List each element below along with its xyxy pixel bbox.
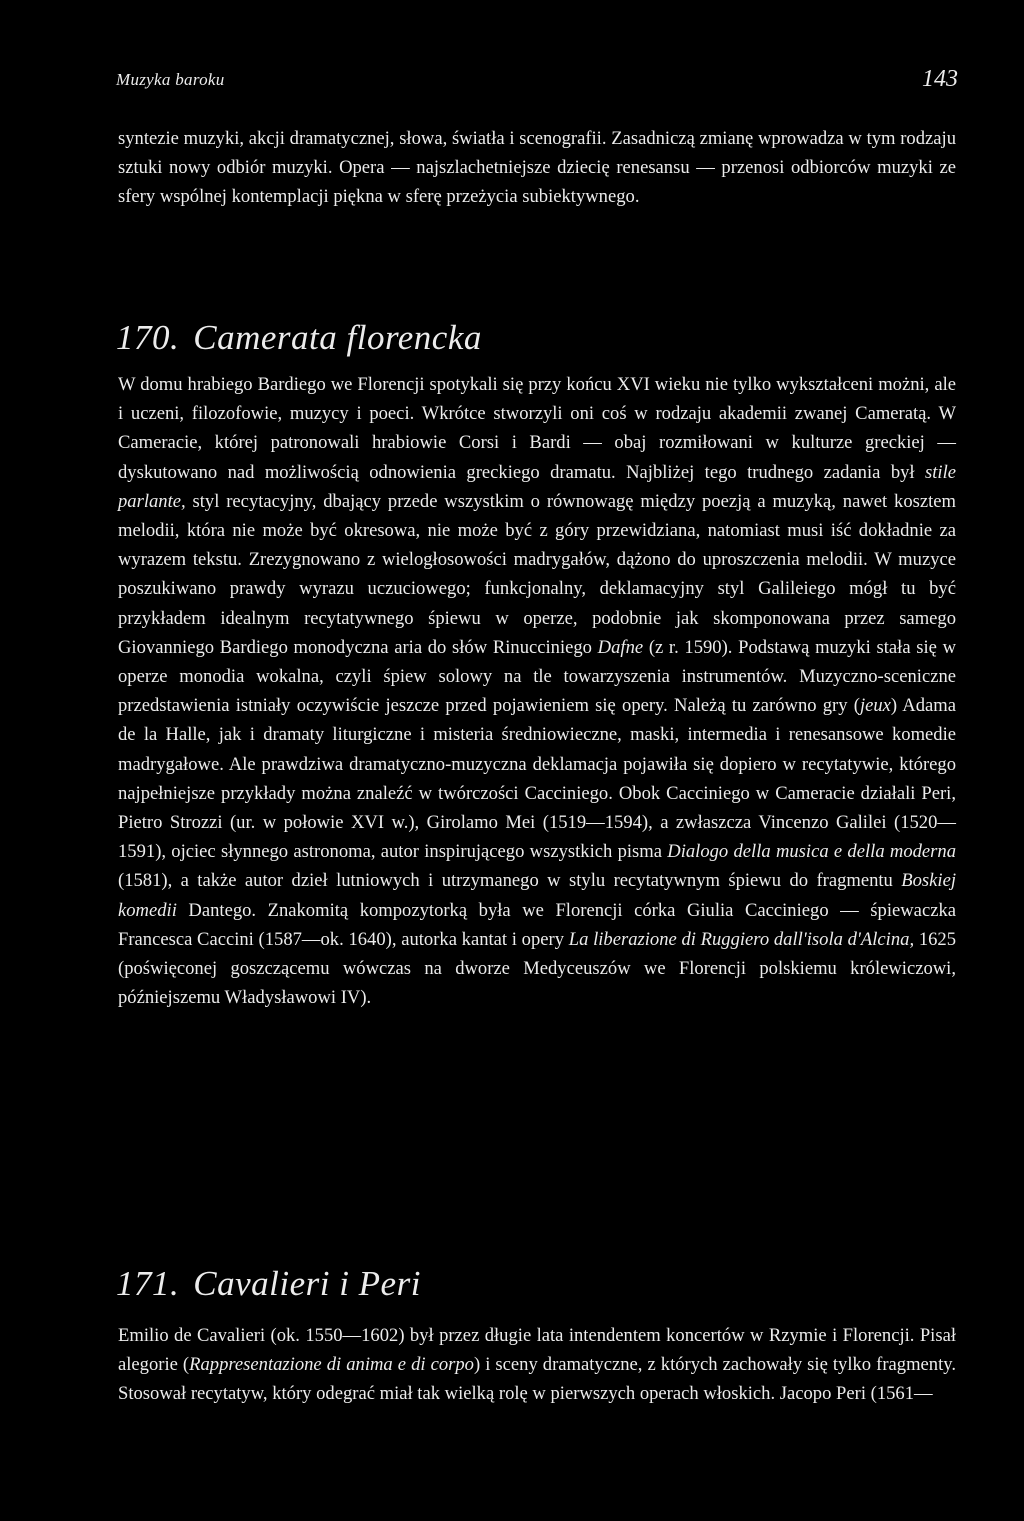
italic-title-la-liberazione: La liberazione di Ruggiero dall'isola d'Alcina, <box>568 928 915 950</box>
body-text-segment: 1625 (poświęconej goszczącemu wówczas na dworze Medyceuszów we Florencji polskiemu królewiczowi, późniejszemu Władysławowi IV). <box>118 928 957 1009</box>
italic-term-stile-parlante: stile parlante, <box>118 461 956 512</box>
section-170-heading <box>116 318 482 358</box>
body-text-segment: Emilio de Cavalieri (ok. 1550—1602) był przez długie lata intendentem koncertów w Rzymie i Florencji. Pisał alegorie ( <box>118 1325 956 1376</box>
section-170-body <box>118 370 956 1012</box>
italic-title-boskiej-komedii: Boskiej komedii <box>118 870 957 921</box>
body-text-segment: ) i sceny dramatyczne, z których zachowały się tylko fragmenty. Stosował recytatyw, który odegrać miał tak wielką rolę w pierwszych operach włoskich. Jacopo Peri (1561— <box>118 1354 957 1405</box>
body-text-segment: (1581), a także autor dzieł lutniowych i utrzymanego w stylu recytatywnym śpiewu do fragmentu <box>118 870 893 892</box>
intro-paragraph <box>118 124 956 212</box>
section-170-title: Camerata florencka <box>193 318 482 357</box>
italic-term-jeux: jeux <box>859 695 891 717</box>
body-text-segment: (z r. 1590). Podstawą muzyki stała się w operze monodia wokalna, czyli śpiew solowy na tle towarzyszenia instrumentów. Muzyczno-sceniczne przedstawienia istniały oczywiście jeszcze przed pojawieniem się opery. Należą tu zarówno gry ( <box>118 636 957 717</box>
section-170-paragraph <box>118 370 956 1012</box>
section-171-paragraph <box>118 1321 956 1409</box>
section-171-body <box>118 1321 956 1409</box>
italic-title-dafne: Dafne <box>597 636 644 658</box>
body-text-segment: Dantego. Znakomitą kompozytorką była we Florencji córka Giulia Cacciniego — śpiewaczka Francesca Caccini (1587—ok. 1640), autorka kantat i opery <box>118 899 956 950</box>
body-text-segment: styl recytacyjny, dbający przede wszystkim o równowagę między poezją a muzyką, nawet kosztem melodii, która nie może być okresowa, nie może być z góry przewidziana, natomiast musi iść dokładnie za wyrazem tekstu. Zrezygnowano z wielogłosowości madrygałów, dążono do uproszczenia melodii. W muzyce poszukiwano prawdy wyrazu uczuciowego; funkcjonalny, deklamacyjny styl Galileiego mógł tu być przykładem idealnym recytatywnego śpiewu w operze, podobnie jak skomponowana przez samego Giovanniego Bardiego monodyczna aria do słów Rinucciniego <box>118 490 956 658</box>
section-170-number: 170. <box>116 318 180 357</box>
running-head <box>116 66 958 96</box>
section-171-title: Cavalieri i Peri <box>193 1264 421 1303</box>
intro-text: syntezie muzyki, akcji dramatycznej, słowa, światła i scenografii. Zasadniczą zmianę wprowadza w tym rodzaju sztuki nowy odbiór muzyki. Opera — najszlachetniejsze dziecię renesansu — przenosi odbiorców muzyki ze sfery wspólnej kontemplacji piękna w sferę przeżycia subiektywnego. <box>118 128 956 208</box>
running-head-title: Muzyka baroku <box>116 70 225 89</box>
section-171-number: 171. <box>116 1264 180 1303</box>
body-text-segment: ) Adama de la Halle, jak i dramaty liturgiczne i misteria średniowieczne, maski, intermedia i renesansowe komedie madrygałowe. Ale prawdziwa dramatyczno-muzyczna deklamacja pojawiła się dopiero w recytatywie, którego najpełniejsze przykłady można znaleźć w twórczości Cacciniego. Obok Cacciniego w Cameracie działali Peri, Pietro Strozzi (ur. w połowie XVI w.), Girolamo Mei (1519—1594), a zwłaszcza Vincenzo Galilei (1520—1591), ojciec słynnego astronoma, autor inspirującego wszystkich pisma <box>118 695 956 863</box>
italic-title-dialogo: Dialogo della musica e della moderna <box>667 841 956 863</box>
italic-title-rappresentazione: Rappresentazione di anima e di corpo <box>189 1354 474 1376</box>
page-number: 143 <box>922 66 958 92</box>
section-171-heading <box>116 1264 421 1304</box>
body-text-segment: W domu hrabiego Bardiego we Florencji spotykali się przy końcu XVI wieku nie tylko wykształceni możni, ale i uczeni, filozofowie, muzycy i poeci. Wkrótce stworzyli oni coś w rodzaju akademii zwanej Cameratą. W Cameracie, której patronowali hrabiowie Corsi i Bardi — obaj rozmiłowani w kulturze greckiej — dyskutowano nad możliwością odnowienia greckiego dramatu. Najbliżej tego trudnego zadania był <box>118 374 956 483</box>
